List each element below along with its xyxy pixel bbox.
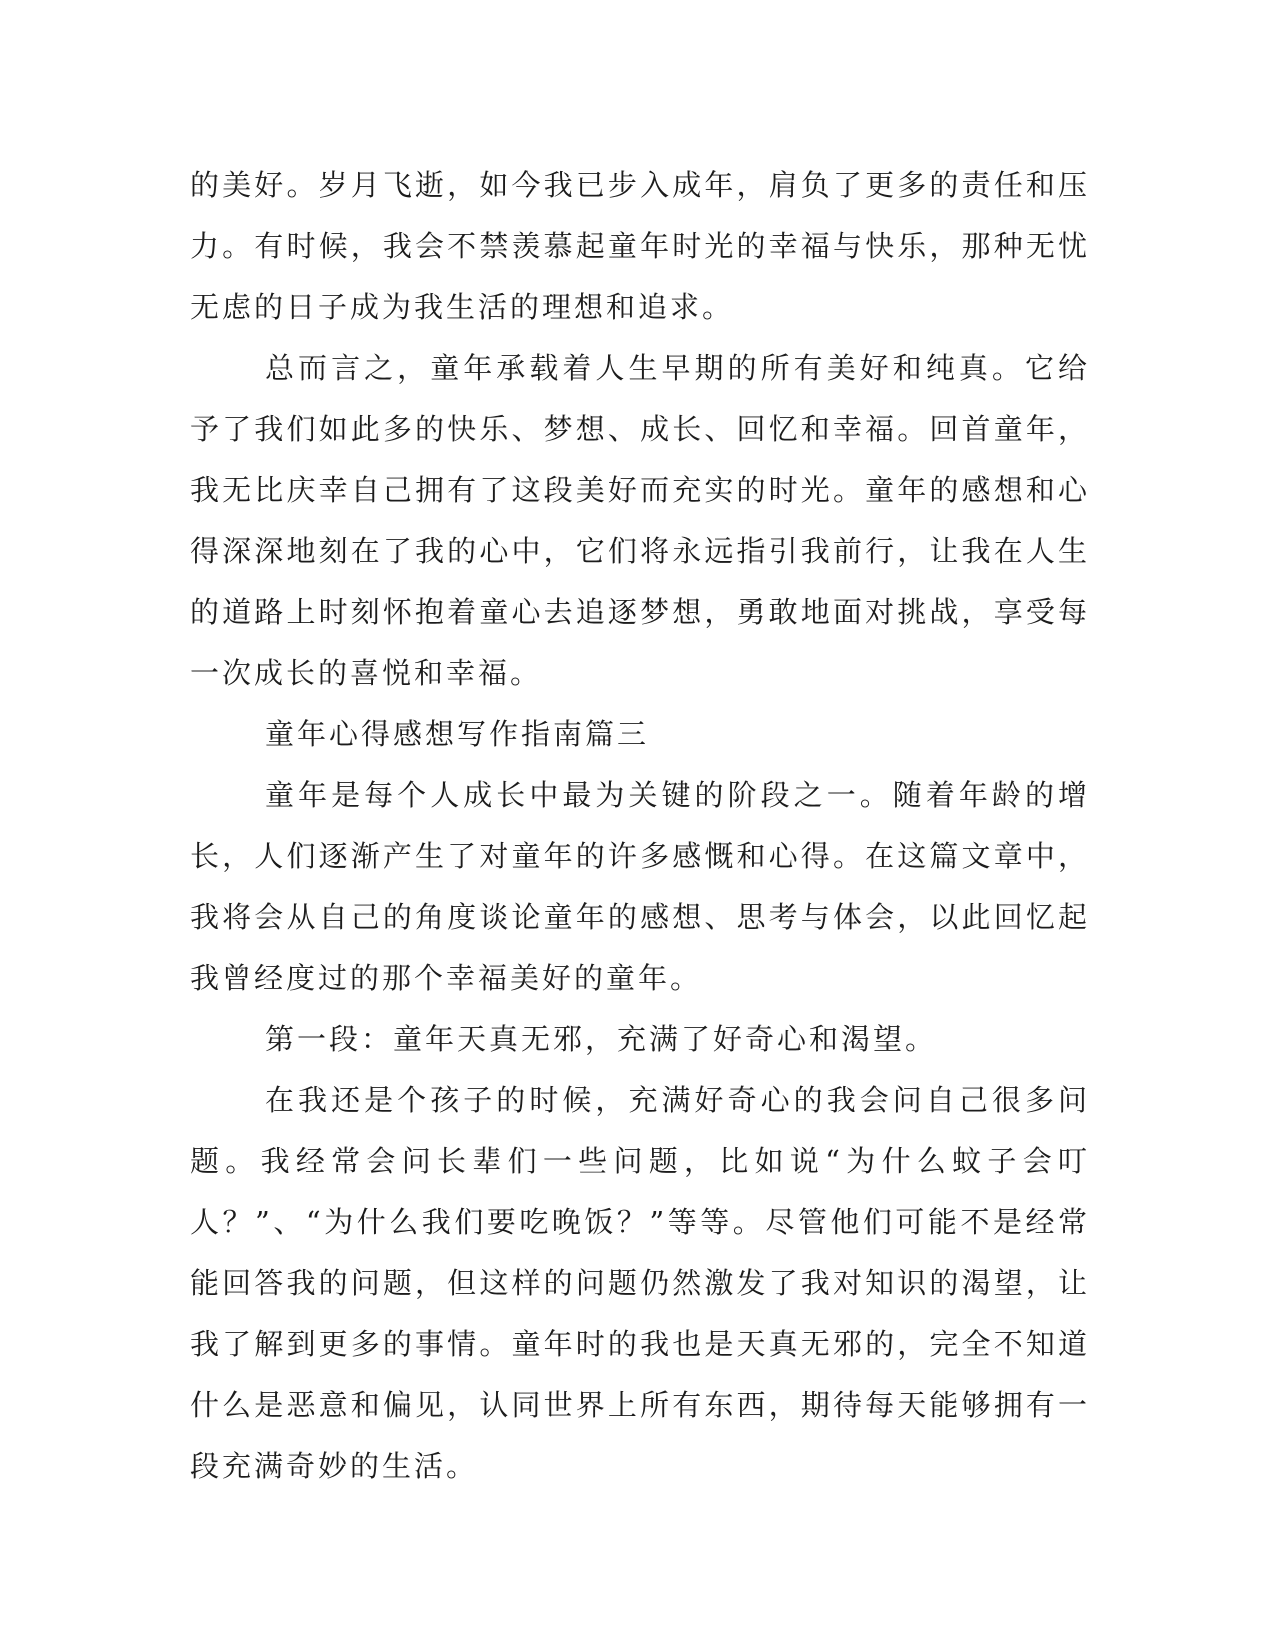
- section-heading: 童年心得感想写作指南篇三: [265, 717, 650, 751]
- subsection-heading: 第一段：童年天真无邪，充满了好奇心和渴望。: [265, 1022, 938, 1056]
- document-body: [190, 155, 1090, 1497]
- paragraph-continuation: 的美好。岁月飞逝，如今我已步入成年，肩负了更多的责任和压力。有时候，我会不禁羡慕起童年时光的幸福与快乐，那种无忧无虑的日子成为我生活的理想和追求。: [190, 168, 1090, 324]
- paragraph-conclusion: 总而言之，童年承载着人生早期的所有美好和纯真。它给予了我们如此多的快乐、梦想、成长、回忆和幸福。回首童年，我无比庆幸自己拥有了这段美好而充实的时光。童年的感想和心得深深地刻在了我的心中，它们将永远指引我前行，让我在人生的道路上时刻怀抱着童心去追逐梦想，勇敢地面对挑战，享受每一次成长的喜悦和幸福。: [190, 351, 1090, 690]
- paragraph-body: 在我还是个孩子的时候，充满好奇心的我会问自己很多问题。我经常会问长辈们一些问题，比如说“为什么蚊子会叮人？”、“为什么我们要吃晚饭？”等等。尽管他们可能不是经常能回答我的问题，但这样的问题仍然激发了我对知识的渴望，让我了解到更多的事情。童年时的我也是天真无邪的，完全不知道什么是恶意和偏见，认同世界上所有东西，期待每天能够拥有一段充满奇妙的生活。: [190, 1083, 1090, 1483]
- paragraph-intro: 童年是每个人成长中最为关键的阶段之一。随着年龄的增长，人们逐渐产生了对童年的许多感慨和心得。在这篇文章中，我将会从自己的角度谈论童年的感想、思考与体会，以此回忆起我曾经度过的那个幸福美好的童年。: [190, 778, 1090, 995]
